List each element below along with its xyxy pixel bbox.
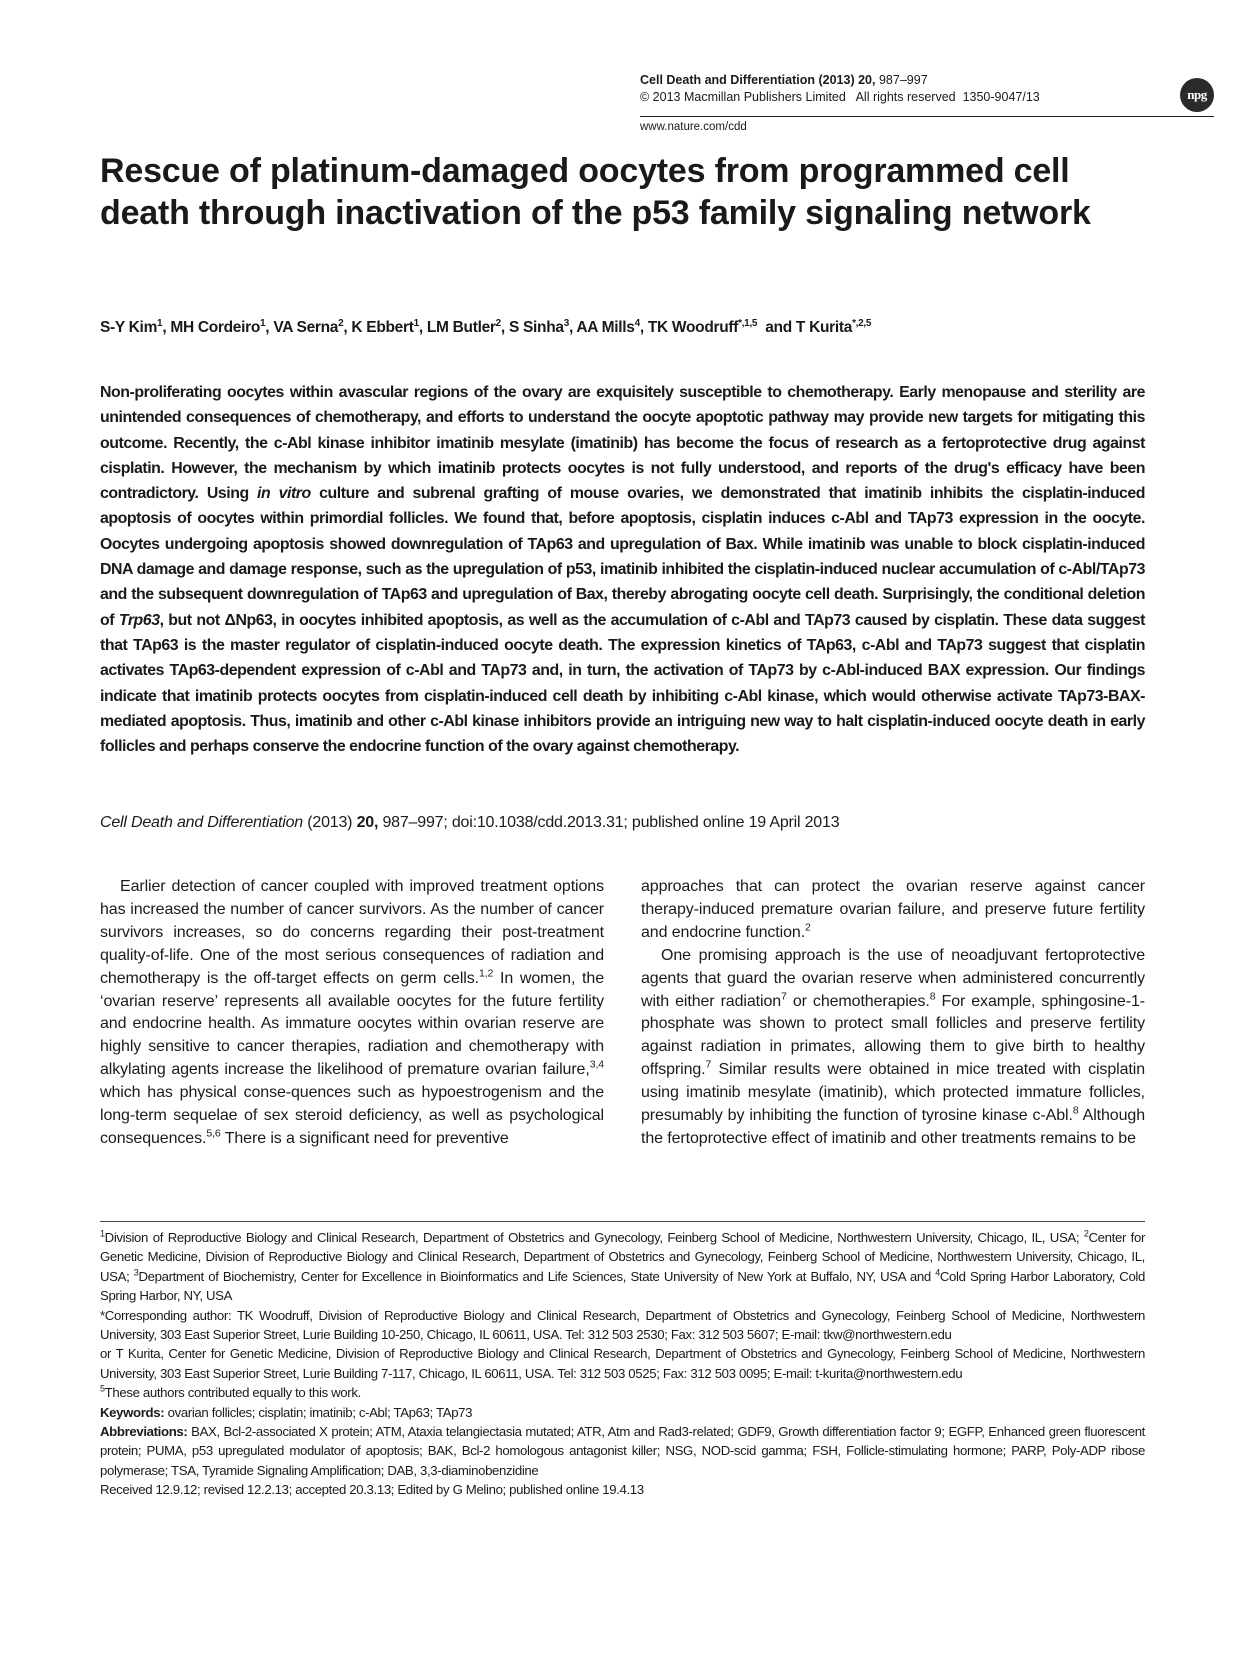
- body-paragraph: One promising approach is the use of neoadjuvant fertoprotective agents that guard the ovarian reserve when administered concurrently with either radiation$^7$ or chemotherapies.$^8$ For example, sphingosine-1-phosphate was shown to protect small follicles and preserve fertility against radiation in primates, allowing them to give birth to healthy offspring.$^7$ Similar results were obtained in mice treated with cisplatin using imatinib mesylate (imatinib), which protected immature follicles, presumably by inhibiting the function of tyrosine kinase c-Abl.$^8$ Although the fertoprotective effect of imatinib and other treatments remains to be: [641, 946, 1145, 1147]
- body-column-right: [641, 876, 1145, 1151]
- author: S-Y Kim$^1$: [100, 318, 163, 337]
- rights: All rights reserved: [855, 90, 956, 104]
- author-and: and: [765, 319, 792, 337]
- npg-logo-icon: npg: [1180, 78, 1214, 112]
- footnotes: [100, 1228, 1145, 1500]
- author: K Ebbert$^1$: [351, 318, 419, 337]
- author: TK Woodruff$^{*,1,5}$: [647, 318, 758, 337]
- header-divider: [640, 116, 1214, 117]
- journal-citation-line: [640, 72, 1100, 89]
- article-title: Rescue of platinum-damaged oocytes from programmed cell death through inactivation of the p53 family signaling network: [100, 152, 1091, 232]
- received-dates: Received 12.9.12; revised 12.2.13; accepted 20.3.13; Edited by G Melino; published online 19.4.13: [100, 1482, 644, 1498]
- author: LM Butler$^2$: [426, 318, 501, 337]
- journal-volume: 20,: [858, 73, 876, 87]
- abbreviations: Abbreviations: BAX, Bcl-2-associated X protein; ATM, Ataxia telangiectasia mutated; ATR, Atm and Rad3-related; GDF9, Growth differentiation factor 9; EGFP, Enhanced green fluorescent protein; PUMA, p53 upregulated modulator of apoptosis; BAK, Bcl-2 homologous antagonist killer; NSG, NOD-scid gamma; FSH, Follicle-stimulating hormone; PARP, Poly-ADP ribose polymerase; TSA, Tyramide Signaling Amplification; DAB, 3,3-diaminobenzidine: [100, 1424, 1145, 1478]
- footnote-divider: [100, 1221, 1145, 1222]
- copyright-line: [640, 89, 1100, 106]
- journal-url[interactable]: www.nature.com/cdd: [640, 121, 747, 133]
- author: MH Cordeiro$^1$: [170, 318, 266, 337]
- author: AA Mills$^4$: [576, 318, 640, 337]
- keywords: Keywords: ovarian follicles; cisplatin; imatinib; c-Abl; TAp63; TAp73: [100, 1404, 473, 1420]
- body-paragraph: approaches that can protect the ovarian reserve against cancer therapy-induced premature ovarian failure, and preserve future fertility and endocrine function.$^2$: [641, 878, 1145, 941]
- author: S Sinha$^3$: [508, 318, 569, 337]
- issn: 1350-9047/13: [962, 90, 1040, 104]
- body-column-left: [100, 876, 604, 1151]
- abstract: Non-proliferating oocytes within avascular regions of the ovary are exquisitely susceptible to chemotherapy. Early menopause and sterility are unintended consequences of chemotherapy, and efforts to understand the oocyte apoptotic pathway may provide new targets for mitigating this outcome. Recently, the c-Abl kinase inhibitor imatinib mesylate (imatinib) has become the focus of research as a fertoprotective drug against cisplatin. However, the mechanism by which imatinib protects oocytes is not fully understood, and reports of the drug's efficacy have been contradictory. Using in vitro culture and subrenal grafting of mouse ovaries, we demonstrated that imatinib inhibits the cisplatin-induced apoptosis of oocytes within primordial follicles. We found that, before apoptosis, cisplatin induces c-Abl and TAp73 expression in the oocyte. Oocytes undergoing apoptosis showed downregulation of TAp63 and upregulation of Bax. While imatinib was unable to block cisplatin-induced DNA damage and damage response, such as the upregulation of p53, imatinib inhibited the cisplatin-induced nuclear accumulation of c-Abl/TAp73 and the subsequent downregulation of TAp63 and upregulation of Bax, thereby abrogating oocyte cell death. Surprisingly, the conditional deletion of Trp63, but not ΔNp63, in oocytes inhibited apoptosis, as well as the accumulation of c-Abl and TAp73 caused by cisplatin. These data suggest that TAp63 is the master regulator of cisplatin-induced oocyte death. The expression kinetics of TAp63, c-Abl and TAp73 suggest that cisplatin activates TAp63-dependent expression of c-Abl and TAp73 and, in turn, the activation of TAp73 by c-Abl-induced BAX expression. Our findings indicate that imatinib protects oocytes from cisplatin-induced cell death by inhibiting c-Abl kinase, which would otherwise activate TAp73-BAX-mediated apoptosis. Thus, imatinib and other c-Abl kinase inhibitors provide an intriguing new way to halt cisplatin-induced oocyte death in early follicles and perhaps conserve the endocrine function of the ovary against chemotherapy.: [100, 384, 1145, 756]
- journal-header: [640, 72, 1100, 106]
- equal-contribution: $^5$These authors contributed equally to this work.: [100, 1383, 361, 1401]
- journal-name: Cell Death and Differentiation (2013): [640, 73, 855, 87]
- affiliations: $^1$Division of Reproductive Biology and Clinical Research, Department of Obstetrics and Gynecology, Feinberg School of Medicine, Northwestern University, Chicago, IL, USA; $^2$Center for Genetic Medicine, Division of Reproductive Biology and Clinical Research, Department of Obstetrics and Gynecology, Feinberg School of Medicine, Northwestern University, Chicago, IL, USA; $^3$Department of Biochemistry, Center for Excellence in Bioinformatics and Life Sciences, State University of New York at Buffalo, NY, USA and $^4$Cold Spring Harbor Laboratory, Cold Spring Harbor, NY, USA: [100, 1228, 1146, 1304]
- author-list: S-Y Kim$^1$, MH Cordeiro$^1$, VA Serna$^2$, K Ebbert$^1$, LM Butler$^2$, S Sinha$^3$, AA Mills$^4$, TK Woodruff$^{*,1,5}$ and T Kurita$^{*,2,5}$: [100, 318, 872, 337]
- corresponding-author-2: or T Kurita, Center for Genetic Medicine, Division of Reproductive Biology and Clinical Research, Department of Obstetrics and Gynecology, Feinberg School of Medicine, Northwestern University, 303 East Superior Street, Lurie Building 7-117, Chicago, IL 60611, USA. Tel: 312 503 0525; Fax: 312 503 0095; E-mail: t-kurita@northwestern.edu: [100, 1346, 1145, 1381]
- article-citation: Cell Death and Differentiation (2013) 20, 987–997; doi:10.1038/cdd.2013.31; published online 19 April 2013: [100, 814, 840, 831]
- body-paragraph: Earlier detection of cancer coupled with improved treatment options has increased the number of cancer survivors. As the number of cancer survivors increases, so do concerns regarding their post-treatment quality-of-life. One of the most serious consequences of radiation and chemotherapy is the off-target effects on germ cells.$^{1,2}$ In women, the ‘ovarian reserve’ represents all available oocytes for the future fertility and endocrine health. As immature oocytes within ovarian reserve are highly sensitive to cancer therapies, radiation and chemotherapy with alkylating agents increase the likelihood of premature ovarian failure,$^{3,4}$ which has physical conse-quences such as hypoestrogenism and the long-term sequelae of sex steroid deficiency, as well as psychological consequences.$^{5,6}$ There is a significant need for preventive: [100, 878, 605, 1147]
- author: T Kurita$^{*,2,5}$: [795, 318, 872, 337]
- corresponding-author-1: *Corresponding author: TK Woodruff, Division of Reproductive Biology and Clinical Research, Department of Obstetrics and Gynecology, Feinberg School of Medicine, Northwestern University, 303 East Superior Street, Lurie Building 10-250, Chicago, IL 60611, USA. Tel: 312 503 2530; Fax: 312 503 5607; E-mail: tkw@northwestern.edu: [100, 1307, 1145, 1343]
- author: VA Serna$^2$: [273, 318, 344, 337]
- journal-pages: 987–997: [878, 73, 928, 87]
- copyright: © 2013 Macmillan Publishers Limited: [640, 90, 846, 104]
